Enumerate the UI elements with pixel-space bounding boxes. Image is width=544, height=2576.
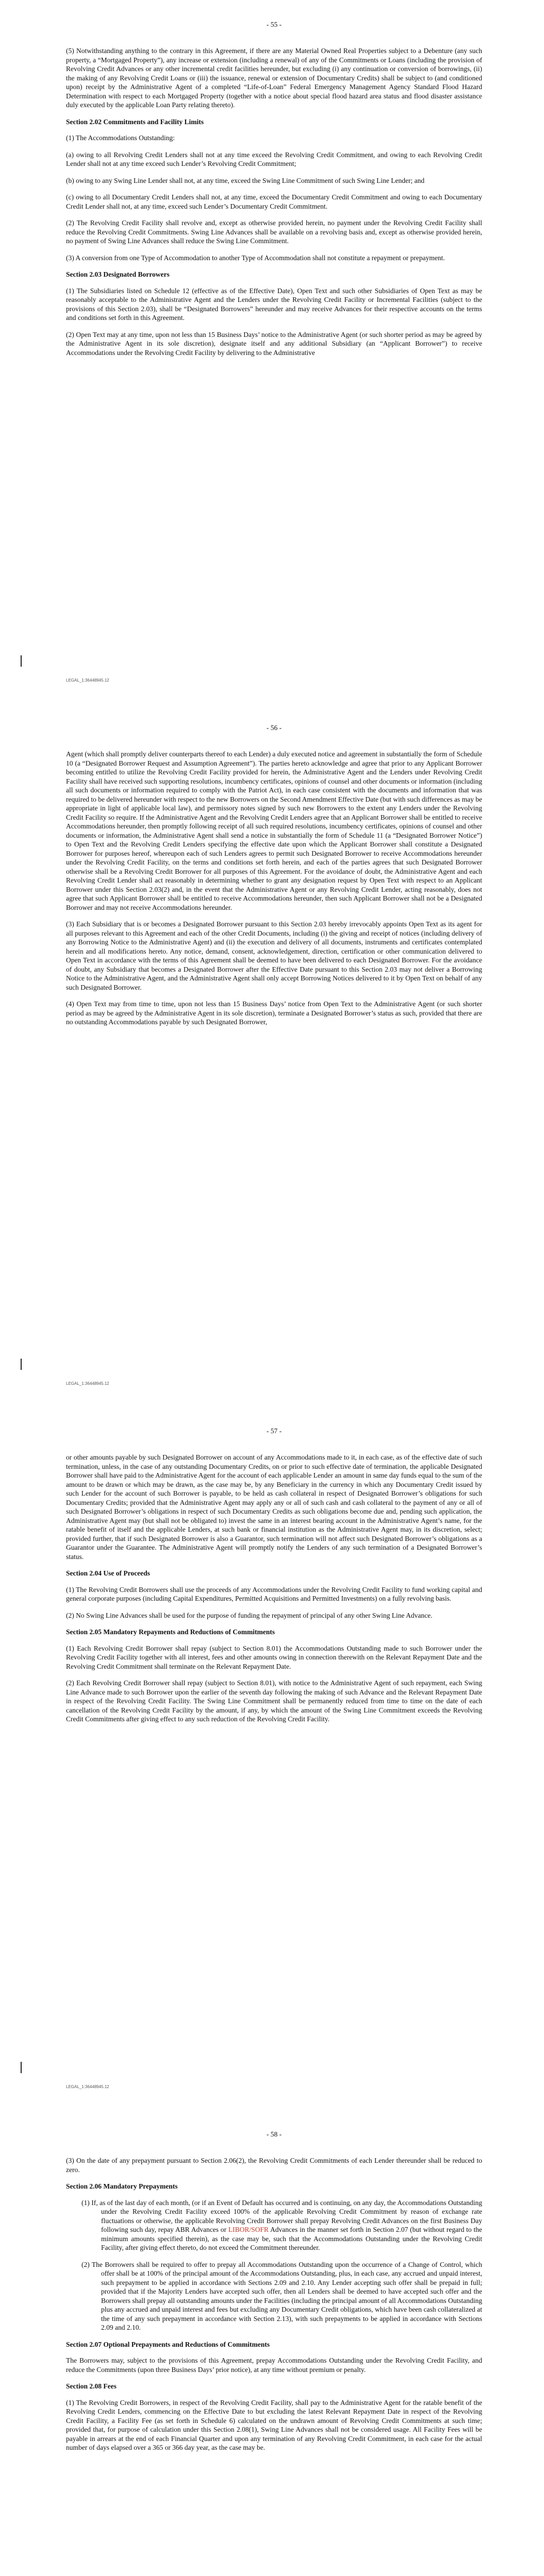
paragraph: (c) owing to all Documentary Credit Lenders shall not, at any time, exceed the Documentary Credit Commitment and owing to each Documentary Credit Lender shall not, at any time, exceed such Lender’s Documentary Credit Commitment. bbox=[66, 193, 482, 210]
page-number: - 57 - bbox=[266, 1427, 282, 1435]
page-number: - 56 - bbox=[266, 724, 282, 732]
page-56 bbox=[0, 703, 544, 1406]
paragraph bbox=[66, 2198, 482, 2252]
section-heading: Section 2.06 Mandatory Prepayments bbox=[66, 2182, 178, 2190]
page-55 bbox=[0, 0, 544, 703]
paragraph: (2) Open Text may at any time, upon not less than 15 Business Days’ notice to the Administrative Agent (or such shorter period as may be agreed by the Administrative Agent in its sole discretion), designate itself and any additional Subsidiary (an “Applicant Borrower”) to receive Accommodations under the Revolving Credit Facility by delivering to the Administrative bbox=[66, 330, 482, 357]
page-body bbox=[66, 2156, 482, 2452]
paragraph: The Borrowers may, subject to the provisions of this Agreement, prepay Accommodations Outstanding under the Revolving Credit Facility, and reduce the Commitments (upon three Business Days’ prior notice), at any time without premium or penalty. bbox=[66, 2357, 482, 2374]
change-bar bbox=[21, 655, 22, 667]
paragraph: (2) The Borrowers shall be required to offer to prepay all Accommodations Outstanding upon the occurrence of a Change of Control, which offer shall be at 100% of the principal amount of the Accommodations Outstanding, plus, in each case, any accrued and unpaid interest, such prepayment to be applied in accordance with Sections 2.09 and 2.10. Any Lender accepting such offer shall be prepaid in full; provided that if the Majority Lenders have accepted such offer, then all Lenders shall be deemed to have accepted such offer and the Borrowers shall prepay all outstanding amounts under the Facilities (including the principal amount of all Accommodations Outstanding plus any accrued and unpaid interest and fees but excluding any Documentary Credit obligations, which have been cash collateralized at the time of any such prepayment in accordance with Section 2.13), with such prepayments to be applied in accordance with Sections 2.09 and 2.10. bbox=[81, 2260, 482, 2331]
paragraph: (2) The Revolving Credit Facility shall revolve and, except as otherwise provided herein, no payment under the Revolving Credit Facility shall reduce the Revolving Credit Commitments. Swing Line Advances shall be available on a revolving basis and, except as otherwise provided herein, no payment of Swing Line Advances shall reduce the Swing Line Commitment. bbox=[66, 219, 482, 245]
paragraph: (1) The Revolving Credit Borrowers shall use the proceeds of any Accommodations under the Revolving Credit Facility to fund working capital and general corporate purposes (including Capital Expenditures, Permitted Acquisitions and Permitted Investments) on a fully revolving basis. bbox=[66, 1585, 482, 1602]
paragraph: (2) No Swing Line Advances shall be used for the purpose of funding the repayment of principal of any other Swing Line Advance. bbox=[66, 1611, 433, 1619]
page-number: - 58 - bbox=[266, 2130, 282, 2138]
page-footer: LEGAL_1:36448945.12 bbox=[66, 1381, 109, 1386]
paragraph: (4) Open Text may from time to time, upon not less than 15 Business Days’ notice from Open Text to the Administrative Agent (or such shorter period as may be agreed by the Administrative Agent in its sole discretion), terminate a Designated Borrower’s status as such, provided that there are no outstanding Accommodations payable by such Designated Borrower, bbox=[66, 1000, 482, 1026]
section-heading: Section 2.03 Designated Borrowers bbox=[66, 270, 170, 278]
changed-term: LIBOR/SOFR bbox=[228, 2226, 269, 2233]
page-body bbox=[66, 46, 482, 357]
page-58 bbox=[0, 2110, 544, 2576]
section-heading: Section 2.08 Fees bbox=[66, 2382, 117, 2390]
paragraph: (3) A conversion from one Type of Accommodation to another Type of Accommodation shall not constitute a repayment or prepayment. bbox=[66, 253, 445, 262]
paragraph: (1) Each Revolving Credit Borrower shall repay (subject to Section 8.01) the Accommodations Outstanding made to such Borrower under the Revolving Credit Facility together with all interest, fees and other amounts owing in connection therewith on the Relevant Repayment Date and the Revolving Credit Commitment shall terminate on the Relevant Repayment Date. bbox=[66, 1644, 482, 1670]
paragraph: (b) owing to any Swing Line Lender shall not, at any time, exceed the Swing Line Commitment of such Swing Line Lender; and bbox=[66, 176, 425, 184]
page-footer: LEGAL_1:36448945.12 bbox=[66, 2084, 109, 2089]
page-body bbox=[66, 1453, 482, 1724]
paragraph: (5) Notwithstanding anything to the contrary in this Agreement, if there are any Material Owned Real Properties subject to a Debenture (any such property, a “Mortgaged Property”), any increase or extension (including a renewal) of any of the Commitments or Loans (including the provision of Revolving Credit Advances or any other incremental credit facilities hereunder, but excluding (i) any continuation or conversion of borrowings, (ii) the making of any Revolving Credit Loans or (iii) the issuance, renewal or extension of Documentary Credits) shall be subject to (and conditioned upon) receipt by the Administrative Agent of a completed “Life-of-Loan” Federal Emergency Management Agency Standard Flood Hazard Determination with respect to each Mortgaged Property (together with a notice about special flood hazard area status and flood disaster assistance duly executed by the applicable Loan Party relating thereto). bbox=[66, 47, 482, 109]
paragraph: (2) Each Revolving Credit Borrower shall repay (subject to Section 8.01), with notice to the Administrative Agent of such repayment, each Swing Line Advance made to such Borrower upon the earlier of the seventh day following the making of such Advance and the Relevant Repayment Date in respect of the Revolving Credit Facility. The Swing Line Commitment shall be permanently reduced from time to time on the date of each cancellation of the Revolving Credit Facility by the amount, if any, by which the amount of the Swing Line Commitment exceeds the Revolving Credit Commitments after giving effect to any such reduction of the Revolving Credit Facility. bbox=[66, 1679, 482, 1723]
change-bar bbox=[21, 2062, 22, 2073]
paragraph: (3) On the date of any prepayment pursuant to Section 2.06(2), the Revolving Credit Commitments of each Lender thereunder shall be reduced to zero. bbox=[66, 2157, 482, 2174]
paragraph: (1) The Revolving Credit Borrowers, in respect of the Revolving Credit Facility, shall pay to the Administrative Agent for the ratable benefit of the Revolving Credit Lenders, commencing on the Effective Date to but excluding the latest Relevant Repayment Date in respect of the Revolving Credit Facility, a Facility Fee (as set forth in Schedule 6) calculated on the undrawn amount of Revolving Credit Commitments at such time; provided that, for purpose of calculation under this Section 2.08(1), Swing Line Advances shall not be considered usage. All Facility Fees will be payable in arrears at the end of each Financial Quarter and upon any termination of any Revolving Credit Commitment, in each case for the actual number of days elapsed over a 365 or 366 day year, as the case may be. bbox=[66, 2398, 482, 2451]
page-body bbox=[66, 750, 482, 1027]
page-57 bbox=[0, 1406, 544, 2110]
section-heading: Section 2.05 Mandatory Repayments and Reductions of Commitments bbox=[66, 1628, 275, 1636]
page-footer: LEGAL_1:36448945.12 bbox=[66, 678, 109, 683]
change-bar bbox=[21, 1359, 22, 1370]
paragraph-text: Advances in the manner set forth in Section 2.07 (but without regard to the minimum amounts specified therein), as the case may be, such that the Accommodations Outstanding under the Revolving Credit Facility, after giving effect thereto, do not exceed the Commitment thereunder. bbox=[101, 2226, 482, 2251]
paragraph-text: (1) If, as of the last day of each month, (or if an Event of Default has occurred and is continuing, on any day, the Accommodations Outstanding under the Revolving Credit Facility exceed 100% of the applicable Revolving Credit Commitment by reason of exchange rate fluctuations or otherwise, the applicable Revolving Credit Borrower shall prepay Revolving Credit Advances on the first Business Day following such day, repay ABR Advances or bbox=[81, 2198, 482, 2233]
paragraph: (1) The Subsidiaries listed on Schedule 12 (effective as of the Effective Date), Open Text and such other Subsidiaries of Open Text as may be reasonably acceptable to the Administrative Agent and the Lenders under the Revolving Credit Facility or Incremental Facilities (subject to the provisions of this Section 2.03), shall be “Designated Borrowers” hereunder and may receive Advances for their respective accounts on the terms and conditions set forth in this Agreement. bbox=[66, 286, 482, 321]
paragraph: or other amounts payable by such Designated Borrower on account of any Accommodations made to it, in each case, as of the effective date of such termination, unless, in the case of any outstanding Documentary Credits, on or prior to such effective date of termination, the applicable Designated Borrower shall have paid to the Administrative Agent for the account of each applicable Lender an amount in same day funds equal to the sum of the amount to be drawn or which may be drawn, as the case may be, by any Beneficiary in the currency in which any Documentary Credit issued by such Lender for the account of such Borrower is payable, to be held as cash collateral in respect of Designated Borrower’s obligations for such Documentary Credits; provided that the Administrative Agent may apply any or all of such cash and cash collateral to the payment of any or all of such Designated Borrower’s obligations in respect of such Documentary Credits as such obligations become due and, pending such application, the Administrative Agent may (but shall not be obligated to) invest the same in an interest bearing account in the Administrative Agent’s name, for the ratable benefit of itself and the applicable Lenders, at such bank or financial institution as the Administrative Agent may, in its discretion, select; provided further, that if such Designated Borrower is also a Guarantor, such termination will not affect such Designated Borrower’s obligations as a Guarantor under the Guarantee. The Administrative Agent will promptly notify the Lenders of any such termination of a Designated Borrower’s status. bbox=[66, 1453, 482, 1561]
section-heading: Section 2.07 Optional Prepayments and Reductions of Commitments bbox=[66, 2340, 270, 2348]
section-heading: Section 2.04 Use of Proceeds bbox=[66, 1569, 150, 1577]
paragraph: (1) The Accommodations Outstanding: bbox=[66, 134, 175, 142]
section-heading: Section 2.02 Commitments and Facility Limits bbox=[66, 117, 204, 126]
paragraph: (a) owing to all Revolving Credit Lenders shall not at any time exceed the Revolving Credit Commitment, and owing to each Revolving Credit Lender shall not at any time exceed such Lender’s Revolving Credit Commitment; bbox=[66, 150, 482, 167]
paragraph: (3) Each Subsidiary that is or becomes a Designated Borrower pursuant to this Section 2.03 hereby irrevocably appoints Open Text as its agent for all purposes relevant to this Agreement and each of the other Credit Documents, including (i) the giving and receipt of notices (including delivery of any Borrowing Notice to the Administrative Agent) and (ii) the execution and delivery of all documents, instruments and certificates contemplated herein and all modifications hereto. Any notice, demand, consent, acknowledgement, direction, certification or other communication delivered to Open Text in accordance with the terms of this Agreement shall be deemed to have been delivered to each Designated Borrower. For the avoidance of doubt, any Subsidiary that becomes a Designated Borrower after the Effective Date pursuant to this Section 2.03 may not deliver a Borrowing Notice to the Administrative Agent, and the Administrative Agent shall only accept Borrowing Notices delivered to it by Open Text on behalf of any such Designated Borrower. bbox=[66, 920, 482, 991]
paragraph: Agent (which shall promptly deliver counterparts thereof to each Lender) a duly executed notice and agreement in substantially the form of Schedule 10 (a “Designated Borrower Request and Assumption Agreement”). The parties hereto acknowledge and agree that prior to any Applicant Borrower becoming entitled to utilize the Revolving Credit Facility provided for herein, the Administrative Agent and the Lenders under Revolving Credit Facility shall have received such supporting resolutions, incumbency certificates, opinions of counsel and other documents or information (including all such documents or information required to comply with the Patriot Act), in each case consistent with the documents and information that was required to be delivered hereunder with respect to the new Borrowers on the Second Amendment Effective Date (but with such differences as may be appropriate in light of applicable local law), and permissory notes signed by such new Borrowers to the extent any Lenders under the Revolving Credit Facility so require. If the Administrative Agent and the Revolving Credit Lenders agree that an Applicant Borrower shall be entitled to receive Accommodations hereunder, then promptly following receipt of all such required resolutions, incumbency certificates, opinions of counsel and other documents or information, the Administrative Agent shall send a notice in substantially the form of Schedule 11 (a “Designated Borrower Notice”) to Open Text and the Revolving Credit Lenders specifying the effective date upon which the Applicant Borrower shall constitute a Designated Borrower for purposes hereof, whereupon each of such Lenders agrees to permit such Designated Borrower to receive Accommodations hereunder under the Revolving Credit Facility, on the terms and conditions set forth herein, and each of the parties agrees that such Designated Borrower otherwise shall be a Revolving Credit Borrower for all purposes of this Agreement. For the avoidance of doubt, the Administrative Agent and each Revolving Credit Lender shall act reasonably in determining whether to grant any designation request by Open Text with respect to an Applicant Borrower under this Section 2.03(2) and, in the event that the Administrative Agent or any Revolving Credit Lender, acting reasonably, does not agree that such Applicant Borrower shall be entitled to receive Accommodations hereunder, then such Applicant Borrower shall not be a Designated Borrower and may not receive Accommodations hereunder. bbox=[66, 750, 482, 911]
page-number: - 55 - bbox=[266, 21, 282, 28]
